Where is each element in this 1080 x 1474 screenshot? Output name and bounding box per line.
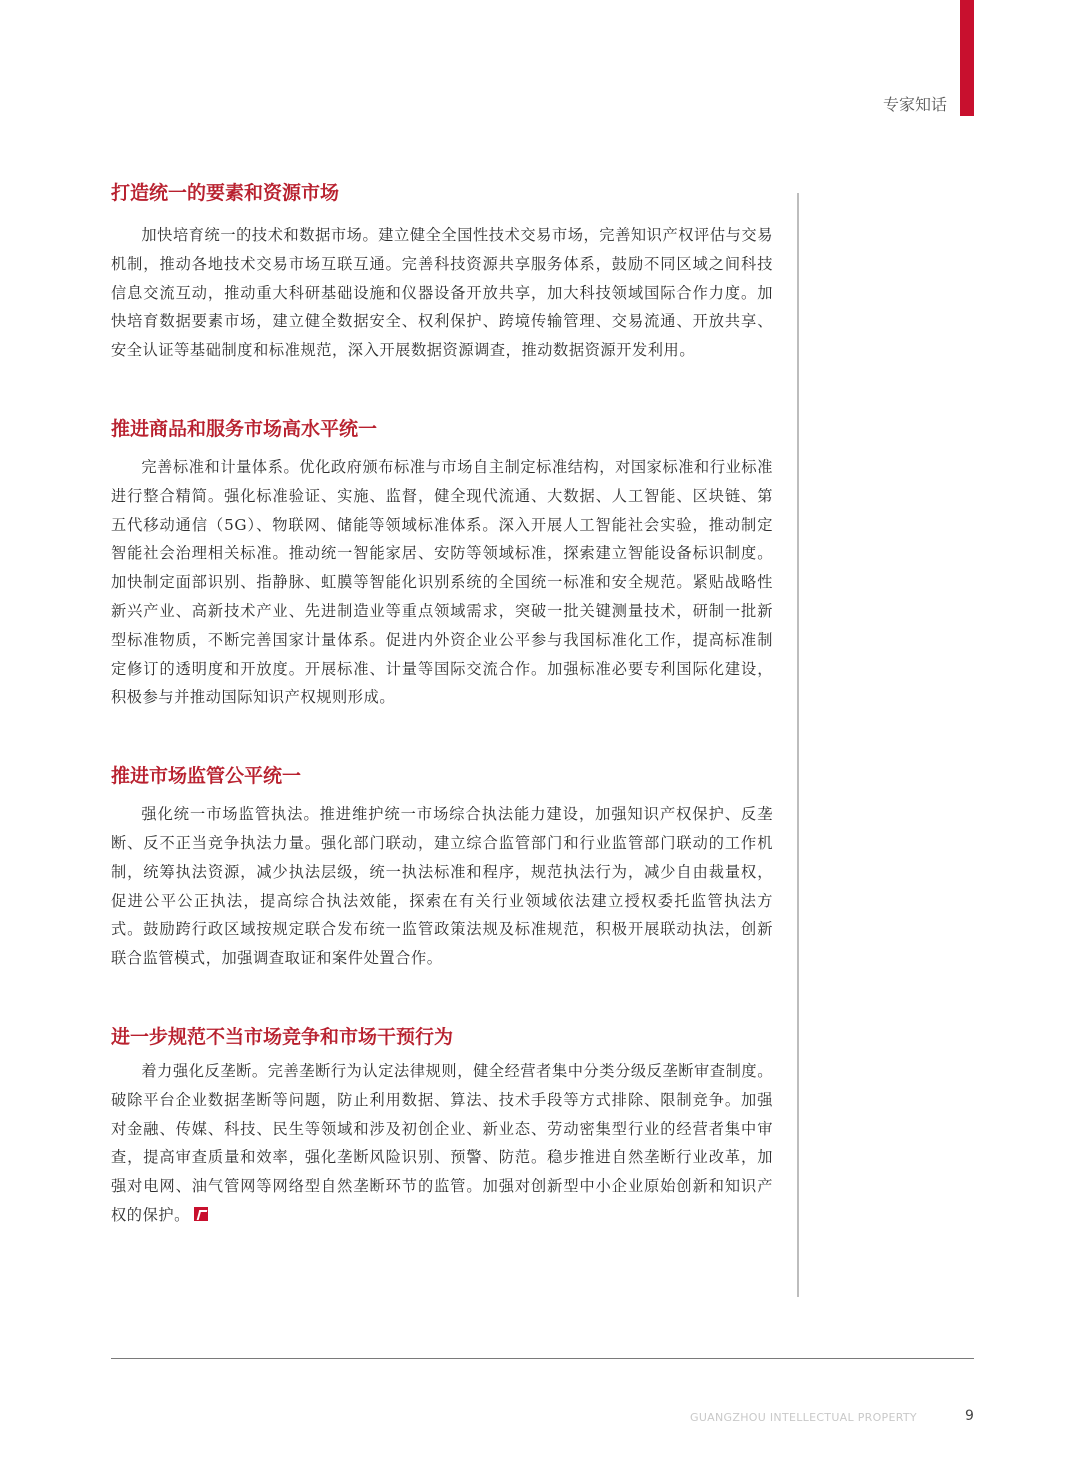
section-goods-services-market (111, 414, 773, 712)
end-mark-icon (194, 1207, 208, 1221)
section-label: 专家知话 (882, 95, 947, 114)
section-paragraph: 强化统一市场监管执法。推进维护统一市场综合执法能力建设，加强知识产权保护、反垄断、反不正当竞争执法力量。强化部门联动，建立综合监管部门和行业监管部门联动的工作机制，统筹执法资源，减少执法层级，统一执法标准和程序，规范执法行为，减少自由裁量权，促进公平公正执法，提高综合执法效能，探索在有关行业领域依法建立授权委托监管执法方式。鼓励跨行政区域按规定联合发布统一监管政策法规及标准规范，积极开展联动执法，创新联合监管模式，加强调查取证和案件处置合作。 (111, 805, 773, 968)
section-paragraph: 加快培育统一的技术和数据市场。建立健全全国性技术交易市场，完善知识产权评估与交易机制，推动各地技术交易市场互联互通。完善科技资源共享服务体系，鼓励不同区域之间科技信息交流互动，推动重大科研基础设施和仪器设备开放共享，加大科技领域国际合作力度。加快培育数据要素市场，建立健全数据安全、权利保护、跨境传输管理、交易流通、开放共享、安全认证等基础制度和标准规范，深入开展数据资源调查，推动数据资源开发利用。 (111, 226, 773, 360)
section-heading: 推进市场监管公平统一 (111, 765, 302, 788)
section-paragraph-text: 着力强化反垄断。完善垄断行为认定法律规则，健全经营者集中分类分级反垄断审查制度。破除平台企业数据垄断等问题，防止利用数据、算法、技术手段等方式排除、限制竞争。加强对金融、传媒、科技、民生等领域和涉及初创企业、新业态、劳动密集型行业的经营者集中审查，提高审查质量和效率，强化垄断风险识别、预警、防范。稳步推进自然垄断行业改革，加强对电网、油气管网等网络型自然垄断环节的监管。加强对创新型中小企业原始创新和知识产权的保护。 (111, 1061, 773, 1224)
header-accent-bar (960, 0, 974, 116)
footer-divider (111, 1358, 974, 1359)
section-paragraph (111, 1057, 773, 1230)
page-number: 9 (965, 1408, 974, 1424)
section-element-market (111, 178, 773, 365)
section-heading: 进一步规范不当市场竞争和市场干预行为 (111, 1025, 454, 1048)
article-body (111, 178, 773, 1279)
section-market-supervision (111, 761, 773, 973)
section-heading: 打造统一的要素和资源市场 (111, 182, 340, 204)
section-paragraph: 完善标准和计量体系。优化政府颁布标准与市场自主制定标准结构，对国家标准和行业标准进行整合精简。强化标准验证、实施、监督，健全现代流通、大数据、人工智能、区块链、第五代移动通信（5G）、物联网、储能等领域标准体系。深入开展人工智能社会实验，推动制定智能社会治理相关标准。推动统一智能家居、安防等领域标准，探索建立智能设备标识制度。加快制定面部识别、指静脉、虹膜等智能化识别系统的全国统一标准和安全规范。紧贴战略性新兴产业、高新技术产业、先进制造业等重点领域需求，突破一批关键测量技术，研制一批新型标准物质，不断完善国家计量体系。促进内外资企业公平参与我国标准化工作，提高标准制定修订的透明度和开放度。开展标准、计量等国际交流合作。加强标准必要专利国际化建设，积极参与并推动国际知识产权规则形成。 (111, 457, 773, 707)
publication-name: GUANGZHOU INTELLECTUAL PROPERTY (690, 1411, 917, 1424)
column-divider (797, 193, 799, 1297)
section-heading: 推进商品和服务市场高水平统一 (111, 417, 378, 440)
section-competition-regulation (111, 1022, 773, 1230)
